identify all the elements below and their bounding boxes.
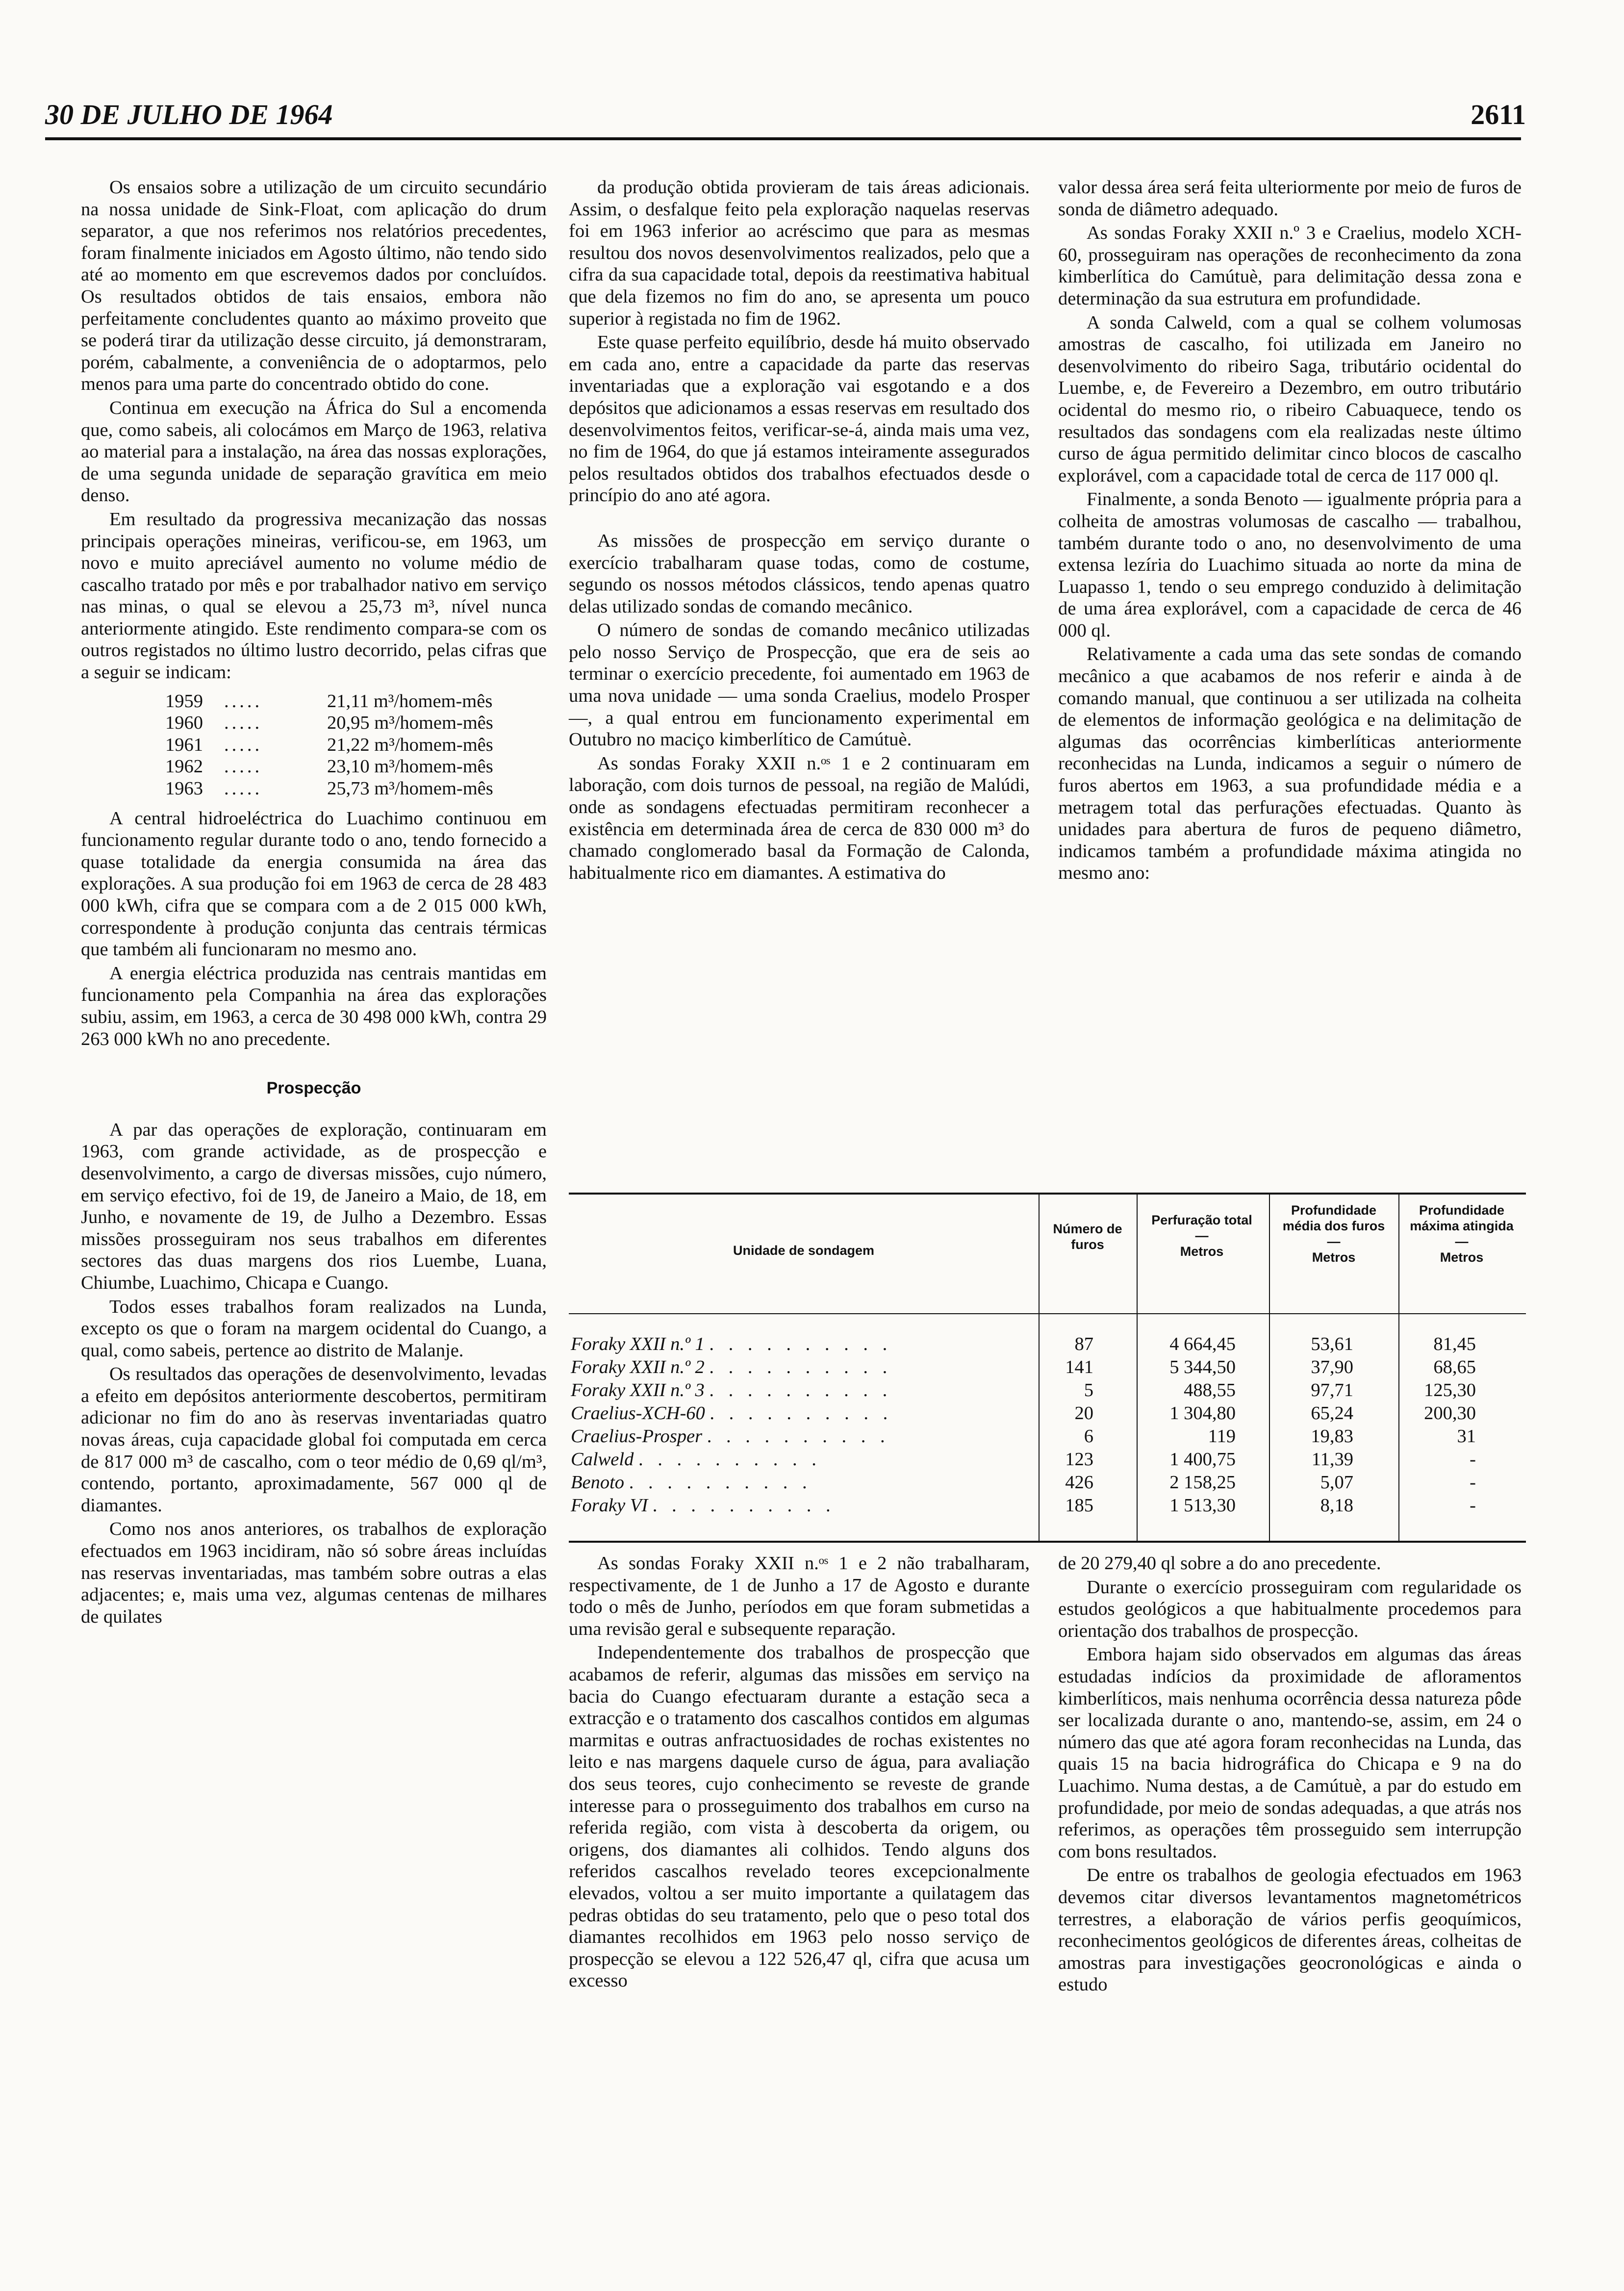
paragraph: As sondas Foraky XXII n.ᵒˢ 1 e 2 continuaram em laboração, com dois turnos de pessoal, na região de Malúdi, onde as sondagens efectuadas permitiram reconhecer a existência em determinada área de cerca de 830 000 m³ do chamado conglomerado basal da Formação de Calonda, habitualmente rico em diamantes. A estimativa do — [569, 753, 1030, 883]
max-cell: - — [1470, 1495, 1476, 1516]
table-row: Foraky XXII n.º 3 . . . . . . . . . . 5 488,55 97,71 125,30 — [569, 1379, 1526, 1402]
paragraph: Em resultado da progressiva mecanização das nossas principais operações mineiras, verificou-se, em 1963, um novo e muito apreciável aumento no volume médio de cascalho tratado por mês e por trabalhador nativo em serviço nas minas, o qual se elevou a 25,73 m³, nível nunca anteriormente atingido. Este rendimento compara-se com os outros registados no último lustro decorrido, pelas cifras que a seguir se indicam: — [81, 509, 547, 683]
unit-name: Craelius-XCH-60 — [571, 1403, 705, 1424]
max-cell: - — [1470, 1472, 1476, 1493]
unit-name: Benoto — [571, 1472, 625, 1493]
column-2-top — [569, 177, 1030, 884]
column-2-bottom — [569, 1553, 1030, 1992]
paragraph: de 20 279,40 ql sobre a do ano precedente. — [1058, 1553, 1381, 1574]
holes-cell: 426 — [1065, 1472, 1093, 1493]
paragraph: Todos esses trabalhos foram realizados na Lunda, excepto os que o foram na margem ocidental do Cuango, a qual, como sabeis, pertence ao distrito de Malanje. — [81, 1296, 547, 1361]
paragraph: Os resultados das operações de desenvolvimento, levadas a efeito em depósitos anteriormente descobertos, permitiram adicionar no fim do ano às reservas inventariadas quatro novas áreas, cuja capacidade global foi computada em cerca de 817 000 m³ de cascalho, com o teor médio de 0,69 ql/m³, contendo, portanto, aproximadamente, 567 000 ql de diamantes. — [81, 1364, 547, 1516]
table-row: Foraky VI . . . . . . . . . . 185 1 513,30 8,18 - — [569, 1494, 1526, 1517]
max-cell: 68,65 — [1433, 1357, 1476, 1377]
total-cell: 1 304,80 — [1169, 1403, 1236, 1424]
table-top-rule — [569, 1193, 1526, 1195]
paragraph: Embora hajam sido observados em algumas das áreas estudadas indícios da proximidade de afloramentos kimberlíticos, mais nenhuma ocorrência dessa natureza pôde ser localizada durante o ano, mantendo-se, assim, em 24 o número das que até agora foram reconhecidas na Lunda, das quais 15 na bacia hidrográfica do Chicapa e 9 na do Luachimo. Numa destas, a de Camútuè, a par do estudo em profundidade, por meio de sondas adequadas, a que atrás nos referimos, as operações têm prosseguido sem interrupção com bons resultados. — [1058, 1644, 1522, 1862]
avg-cell: 5,07 — [1320, 1472, 1353, 1493]
total-cell: 119 — [1208, 1426, 1236, 1447]
column-3-bottom — [1058, 1553, 1522, 1996]
holes-cell: 141 — [1065, 1357, 1093, 1377]
paragraph: A sonda Calweld, com a qual se colhem volumosas amostras de cascalho, foi utilizada em Janeiro no desenvolvimento do ribeiro Saga, tributário ocidental do Luembe, e, de Fevereiro a Dezembro, em outro tributário ocidental do mesmo rio, o ribeiro Cabuaquece, tendo os resultados das sondagens com ela realizadas neste último curso de água permitido delimitar cinco blocos de cascalho explorável, com a capacidade total de cerca de 117 000 ql. — [1058, 312, 1522, 486]
paragraph: Finalmente, a sonda Benoto — igualmente própria para a colheita de amostras volumosas de cascalho — trabalhou, também durante todo o ano, no desenvolvimento de uma extensa lezíria do Luachimo situada ao norte da mina de Luapasso 1, tendo o seu emprego conduzido à delimitação de uma área explorável, com a capacidade de cerca de 46 000 ql. — [1058, 489, 1522, 641]
paragraph: O número de sondas de comando mecânico utilizadas pelo nosso Serviço de Prospecção, que era de seis ao terminar o exercício precedente, foi aumentado em 1963 de uma nova unidade — uma sonda Craelius, modelo Prosper —, a qual entrou em funcionamento experimental em Outubro no maciço kimberlítico de Camútuè. — [569, 620, 1030, 750]
table-header-holes: Número de furos — [1053, 1222, 1122, 1252]
avg-cell: 97,71 — [1311, 1380, 1353, 1400]
paragraph: Os ensaios sobre a utilização de um circuito secundário na nossa unidade de Sink-Float, com aplicação do drum separator, a que nos referimos nos relatórios precedentes, foram finalmente iniciados em Agosto último, não tendo sido até ao momento em que escrevemos dados por concluídos. Os resultados obtidos de tais ensaios, embora não perfeitamente concludentes quanto ao máximo proveito que se poderá tirar da utilização desse circuito, já demonstraram, porém, cabalmente, a conveniência de o adoptarmos, pelo menos para uma parte do concentrado obtido do cone. — [81, 177, 547, 395]
unit-name: Calweld — [571, 1449, 634, 1470]
total-cell: 1 400,75 — [1169, 1449, 1236, 1470]
table-header-avg: Profundidade média dos furos — Metros — [1282, 1203, 1385, 1265]
total-cell: 488,55 — [1184, 1380, 1236, 1400]
column-1 — [81, 177, 547, 1628]
paragraph: A energia eléctrica produzida nas centrais mantidas em funcionamento pela Companhia na área das explorações subiu, assim, em 1963, a cerca de 30 498 000 kWh, contra 29 263 000 kWh no ano precedente. — [81, 963, 547, 1049]
holes-cell: 87 — [1074, 1334, 1093, 1354]
max-cell: 200,30 — [1424, 1403, 1476, 1424]
unit-name: Craelius-Prosper — [571, 1426, 703, 1447]
paragraph: Este quase perfeito equilíbrio, desde há muito observado em cada ano, entre a capacidade da parte das reservas inventariadas que a exploração vai esgotando e a dos depósitos que adicionamos a essas reservas em resultado dos desenvolvimentos feitos, verificar-se-á, ainda mais uma vez, no fim de 1964, do que já estamos inteiramente assegurados pelos resultados obtidos dos trabalhos efectuados desde o princípio do ano até agora. — [569, 332, 1030, 506]
max-cell: 31 — [1457, 1426, 1476, 1447]
paragraph: As sondas Foraky XXII n.º 3 e Craelius, modelo XCH-60, prosseguiram nas operações de reconhecimento da zona kimberlítica do Camútuè, para delimitação dessa zona e determinação da sua estrutura em profundidade. — [1058, 223, 1522, 309]
unit-name: Foraky XXII n.º 2 — [571, 1357, 705, 1377]
section-heading: Prospecção — [266, 1079, 361, 1098]
holes-cell: 20 — [1074, 1403, 1093, 1424]
paragraph: As sondas Foraky XXII n.ᵒˢ 1 e 2 não trabalharam, respectivamente, de 1 de Junho a 17 de Agosto e durante todo o mês de Junho, períodos em que foram submetidas a uma revisão geral e subsequente reparação. — [569, 1553, 1030, 1639]
unit-name: Foraky XXII n.º 1 — [571, 1334, 705, 1354]
total-cell: 2 158,25 — [1169, 1472, 1236, 1493]
yield-row: 1960 ..... 20,95 m³/homem-mês — [165, 713, 493, 734]
max-cell: 125,30 — [1424, 1380, 1476, 1400]
column-3-top — [1058, 177, 1522, 884]
avg-cell: 8,18 — [1320, 1495, 1353, 1516]
paragraph: Como nos anos anteriores, os trabalhos de exploração efectuados em 1963 incidiram, não só sobre áreas incluídas nas reservas inventariadas, mas também sobre outras a elas adjacentes; e, mais uma vez, algumas centenas de milhares de quilates — [81, 1519, 547, 1627]
avg-cell: 65,24 — [1311, 1403, 1353, 1424]
unit-name: Foraky VI — [571, 1495, 648, 1516]
paragraph: Continua em execução na África do Sul a encomenda que, como sabeis, ali colocámos em Março de 1963, relativa ao material para a instalação, na área das nossas explorações, de uma segunda unidade de separação gravítica em meio denso. — [81, 397, 547, 506]
avg-cell: 37,90 — [1311, 1357, 1353, 1377]
max-cell: - — [1470, 1449, 1476, 1470]
total-cell: 5 344,50 — [1169, 1357, 1236, 1377]
max-cell: 81,45 — [1433, 1334, 1476, 1354]
holes-cell: 6 — [1084, 1426, 1093, 1447]
paragraph: valor dessa área será feita ulteriormente por meio de furos de sonda de diâmetro adequado. — [1058, 177, 1522, 220]
table-row: Foraky XXII n.º 2 . . . . . . . . . . 141 5 344,50 37,90 68,65 — [569, 1356, 1526, 1379]
unit-name: Foraky XXII n.º 3 — [571, 1380, 705, 1400]
avg-cell: 53,61 — [1311, 1334, 1353, 1354]
total-cell: 1 513,30 — [1169, 1495, 1236, 1516]
table-row: Benoto . . . . . . . . . . 426 2 158,25 5,07 - — [569, 1471, 1526, 1494]
paragraph: As missões de prospecção em serviço durante o exercício trabalharam quase todas, como de costume, segundo os nossos métodos clássicos, tendo apenas quatro delas utilizado sondas de comando mecânico. — [569, 530, 1030, 617]
table-header-rule — [569, 1313, 1526, 1314]
yield-row: 1963 ..... 25,73 m³/homem-mês — [165, 778, 493, 799]
header-rule — [45, 137, 1521, 140]
holes-cell: 123 — [1065, 1449, 1093, 1470]
table-header-total: Perfuração total — Metros — [1151, 1213, 1252, 1259]
table-row: Foraky XXII n.º 1 . . . . . . . . . . 87 4 664,45 53,61 81,45 — [569, 1333, 1526, 1356]
total-cell: 4 664,45 — [1169, 1334, 1236, 1354]
avg-cell: 19,83 — [1311, 1426, 1353, 1447]
table-row: Craelius-XCH-60 . . . . . . . . . . 20 1 304,80 65,24 200,30 — [569, 1402, 1526, 1425]
paragraph: Durante o exercício prosseguiram com regularidade os estudos geológicos a que habitualmente procedemos para orientação dos trabalhos de prospecção. — [1058, 1577, 1522, 1641]
holes-cell: 5 — [1084, 1380, 1093, 1400]
paragraph: De entre os trabalhos de geologia efectuados em 1963 devemos citar diversos levantamentos magnetométricos terrestres, a elaboração de vários perfis geoquímicos, reconhecimentos geológicos de diferentes áreas, colheitas de amostras para investigações geocronológicas e ainda o estudo — [1058, 1865, 1522, 1995]
yield-row: 1959 ..... 21,11 m³/homem-mês — [165, 690, 493, 712]
avg-cell: 11,39 — [1311, 1449, 1353, 1470]
paragraph: A central hidroeléctrica do Luachimo continuou em funcionamento regular durante todo o ano, tendo fornecido a quase totalidade da energia consumida na área das explorações. A sua produção foi em 1963 de cerca de 28 483 000 kWh, cifra que se compara com a de 2 015 000 kWh, correspondente à produção conjunta das centrais térmicas que também ali funcionaram no mesmo ano. — [81, 808, 547, 960]
yield-row: 1961 ..... 21,22 m³/homem-mês — [165, 734, 493, 755]
paragraph: Relativamente a cada uma das sete sondas de comando mecânico a que acabamos de nos referir e ainda à de comando manual, que continuou a ser utilizada na colheita de elementos de informação geológica e na delimitação de algumas das ocorrências kimberlíticas anteriormente reconhecidas na Lunda, indicamos a seguir o número de furos abertos em 1963, a sua profundidade média e a metragem total das perfurações efectuadas. Quanto às unidades para abertura de furos de pequeno diâmetro, indicamos também a profundidade máxima atingida no mesmo ano: — [1058, 644, 1522, 884]
yield-row: 1962 ..... 23,10 m³/homem-mês — [165, 756, 493, 777]
paragraph: A par das operações de exploração, continuaram em 1963, com grande actividade, as de prospecção e desenvolvimento, a cargo de diversas missões, cujo número, em serviço efectivo, foi de 19, de Janeiro a Maio, de 18, em Junho, e novamente de 19, de Julho a Dezembro. Essas missões prosseguiram nos seus trabalhos em diferentes sectores das duas margens dos rios Luembe, Luana, Chiumbe, Luachimo, Chicapa e Cuango. — [81, 1119, 547, 1293]
holes-cell: 185 — [1065, 1495, 1093, 1516]
page-number: 2611 — [1471, 99, 1526, 130]
table-bottom-rule — [569, 1541, 1526, 1543]
paragraph: Independentemente dos trabalhos de prospecção que acabamos de referir, algumas das missões em serviço na bacia do Cuango efectuaram durante a estação seca a extracção e o tratamento dos cascalhos contidos em algumas marmitas e outras anfractuosidades de rochas existentes no leito e nas margens daquele curso de água, para avaliação dos seus teores, cujo conhecimento se reveste de grande interesse para o prosseguimento dos trabalhos em curso na referida região, com vista à descoberta da origem, ou origens, dos diamantes ali colhidos. Tendo alguns dos referidos cascalhos revelado teores excepcionalmente elevados, voltou a ser muito importante a quilatagem das pedras obtidas do seu tratamento, pelo que o peso total dos diamantes recolhidos em 1963 pelo nosso serviço de prospecção se elevou a 122 526,47 ql, cifra que acusa um excesso — [569, 1642, 1030, 1991]
table-row: Craelius-Prosper . . . . . . . . . . 6 119 19,83 31 — [569, 1425, 1526, 1448]
table-header-max: Profundidade máxima atingida — Metros — [1410, 1203, 1514, 1265]
yield-table — [81, 690, 547, 800]
page-date-header: 30 DE JULHO DE 1964 — [45, 99, 333, 130]
paragraph: da produção obtida provieram de tais áreas adicionais. Assim, o desfalque feito pela exploração naquelas reservas foi em 1963 inferior ao acréscimo que para as mesmas resultou dos novos desenvolvimentos realizados, pelo que a cifra da sua capacidade total, depois da reestimativa habitual que dela fizemos no fim do ano, se apresenta um pouco superior à registada no fim de 1962. — [569, 177, 1030, 329]
table-header-unit: Unidade de sondagem — [733, 1243, 875, 1258]
table-row: Calweld . . . . . . . . . . 123 1 400,75 11,39 - — [569, 1448, 1526, 1471]
